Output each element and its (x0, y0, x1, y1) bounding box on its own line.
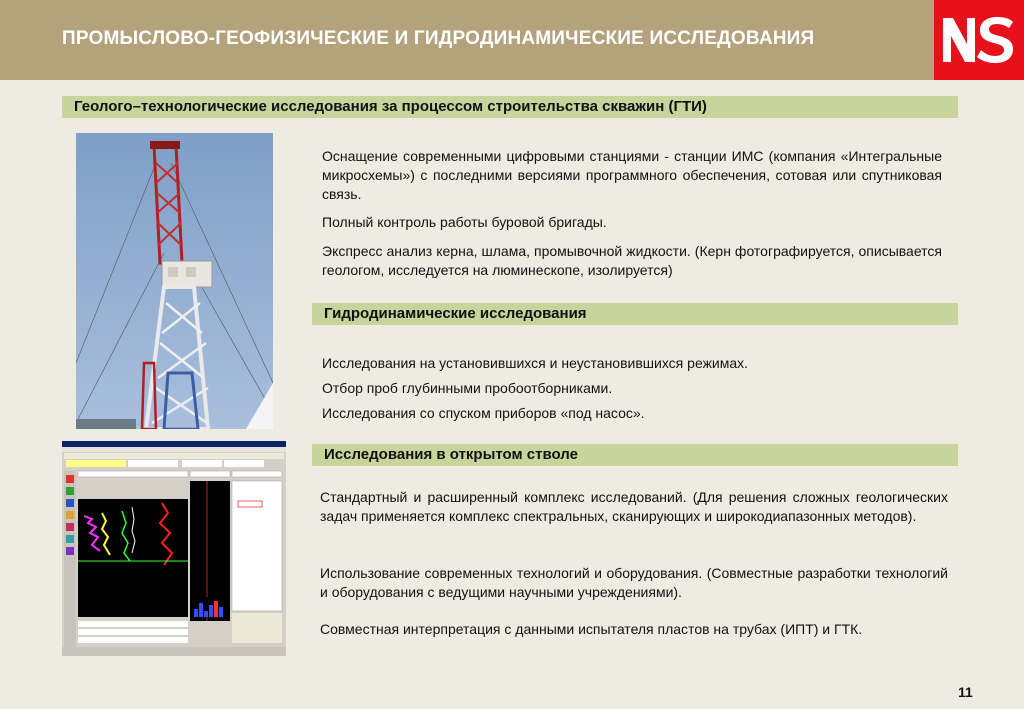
hydro-paragraph-2: Отбор проб глубинными пробоотборниками. (322, 380, 613, 396)
section-bar-open-hole (312, 444, 958, 466)
open-hole-paragraph-1: Стандартный и расширенный комплекс исследований. (Для решения сложных геологических задач применяется комплекс спектральных, сканирующих и широкодиапазонных методов). (320, 489, 948, 524)
open-hole-paragraph-2: Использование современных технологий и оборудования. (Совместные разработки технологий и оборудования с ведущими научными учреждениями). (320, 565, 948, 600)
gti-paragraph-3: Экспресс анализ керна, шлама, промывочной жидкости. (Керн фотографируется, описывается геологом, исследуется на люминескопе, изолируется) (322, 243, 942, 278)
section-title-hydrodynamic: Гидродинамические исследования (324, 305, 587, 322)
header-bar (0, 0, 934, 80)
gti-paragraph-2: Полный контроль работы буровой бригады. (322, 214, 607, 230)
logo-graphic (937, 10, 1021, 70)
slide-title: ПРОМЫСЛОВО-ГЕОФИЗИЧЕСКИЕ И ГИДРОДИНАМИЧЕСКИЕ ИССЛЕДОВАНИЯ (62, 28, 815, 49)
ns-logo (934, 0, 1024, 80)
section-bar-hydrodynamic (312, 303, 958, 325)
well-logging-software-screenshot (62, 441, 286, 656)
drilling-rig-photo (76, 133, 273, 429)
open-hole-paragraph-3: Совместная интерпретация с данными испытателя пластов на трубах (ИПТ) и ГТК. (320, 621, 863, 637)
gti-paragraph-1: Оснащение современными цифровыми станциями - станции ИМС (компания «Интегральные микросхемы») с последними версиями программного обеспечения, сотовая или спутниковая связь. (322, 148, 942, 202)
page-number: 11 (958, 684, 973, 700)
hydro-paragraph-3: Исследования со спуском приборов «под насос». (322, 405, 645, 421)
section-title-gti: Геолого–технологические исследования за процессом строительства скважин (ГТИ) (74, 98, 707, 115)
section-title-open-hole: Исследования в открытом стволе (324, 446, 578, 463)
hydro-paragraph-1: Исследования на установившихся и неустановившихся режимах. (322, 355, 749, 371)
section-bar-gti (62, 96, 958, 118)
